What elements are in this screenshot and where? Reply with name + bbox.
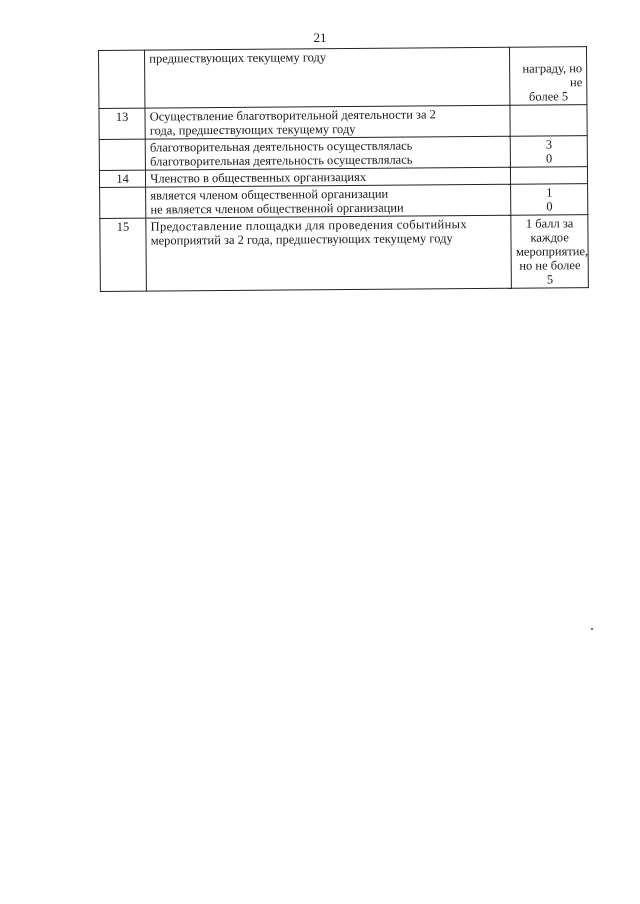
score-cell	[511, 184, 588, 216]
score-line: 0	[546, 199, 553, 214]
score-line: каждое	[530, 230, 569, 245]
table-row	[100, 215, 589, 292]
score-cell	[510, 47, 587, 106]
criterion-text-line: года, предшествующих текущему году	[149, 121, 356, 138]
criterion-option-line: благотворительная деятельность осуществлялась	[149, 152, 413, 169]
score-line: более 5	[528, 89, 569, 104]
table-row	[99, 136, 587, 171]
criterion-text-cell	[145, 136, 510, 170]
score-line: 0	[545, 151, 553, 166]
score-line: 1 балл за	[525, 216, 574, 231]
score-line: 1	[546, 185, 553, 200]
score-cell	[511, 167, 588, 185]
row-number-cell	[100, 187, 146, 218]
score-cell	[510, 105, 587, 137]
table-row	[99, 47, 587, 109]
score-cell	[511, 215, 588, 289]
scan-speck	[591, 628, 593, 630]
criterion-text-line: Членство в общественных организациях	[150, 169, 367, 186]
row-number-cell	[99, 139, 145, 170]
table-row	[100, 184, 588, 219]
score-line: 3	[545, 137, 553, 152]
criterion-text-cell	[145, 47, 511, 108]
page-number: 21	[313, 30, 327, 45]
row-number-cell	[99, 50, 146, 108]
criterion-text-line: мероприятий за 2 года, предшествующих текущему году	[150, 231, 453, 248]
criterion-text-cell	[146, 184, 511, 218]
criterion-text-line: Предоставление площадки для проведения событийных	[150, 217, 467, 234]
criterion-text-line: Осуществление благотворительной деятельности за 2	[149, 107, 436, 124]
criterion-text-line: предшествующих текущему году	[149, 50, 327, 66]
criterion-text-cell	[146, 215, 512, 291]
row-number-cell: 15	[100, 218, 147, 291]
row-number-cell: 14	[99, 170, 145, 187]
table-row	[99, 105, 587, 140]
criterion-option-line: благотворительная деятельность осуществлялась	[149, 138, 413, 155]
criterion-text-cell	[145, 105, 510, 139]
score-line: награду, но не	[522, 61, 583, 90]
score-line: но не более 5	[519, 258, 581, 287]
score-line: мероприятие,	[515, 244, 589, 259]
criterion-option-line: не является членом общественной организации	[150, 200, 404, 217]
score-cell	[511, 136, 588, 168]
criterion-option-line: является членом общественной организации	[150, 186, 389, 203]
row-number-cell: 13	[99, 108, 145, 139]
criteria-table	[98, 46, 589, 292]
